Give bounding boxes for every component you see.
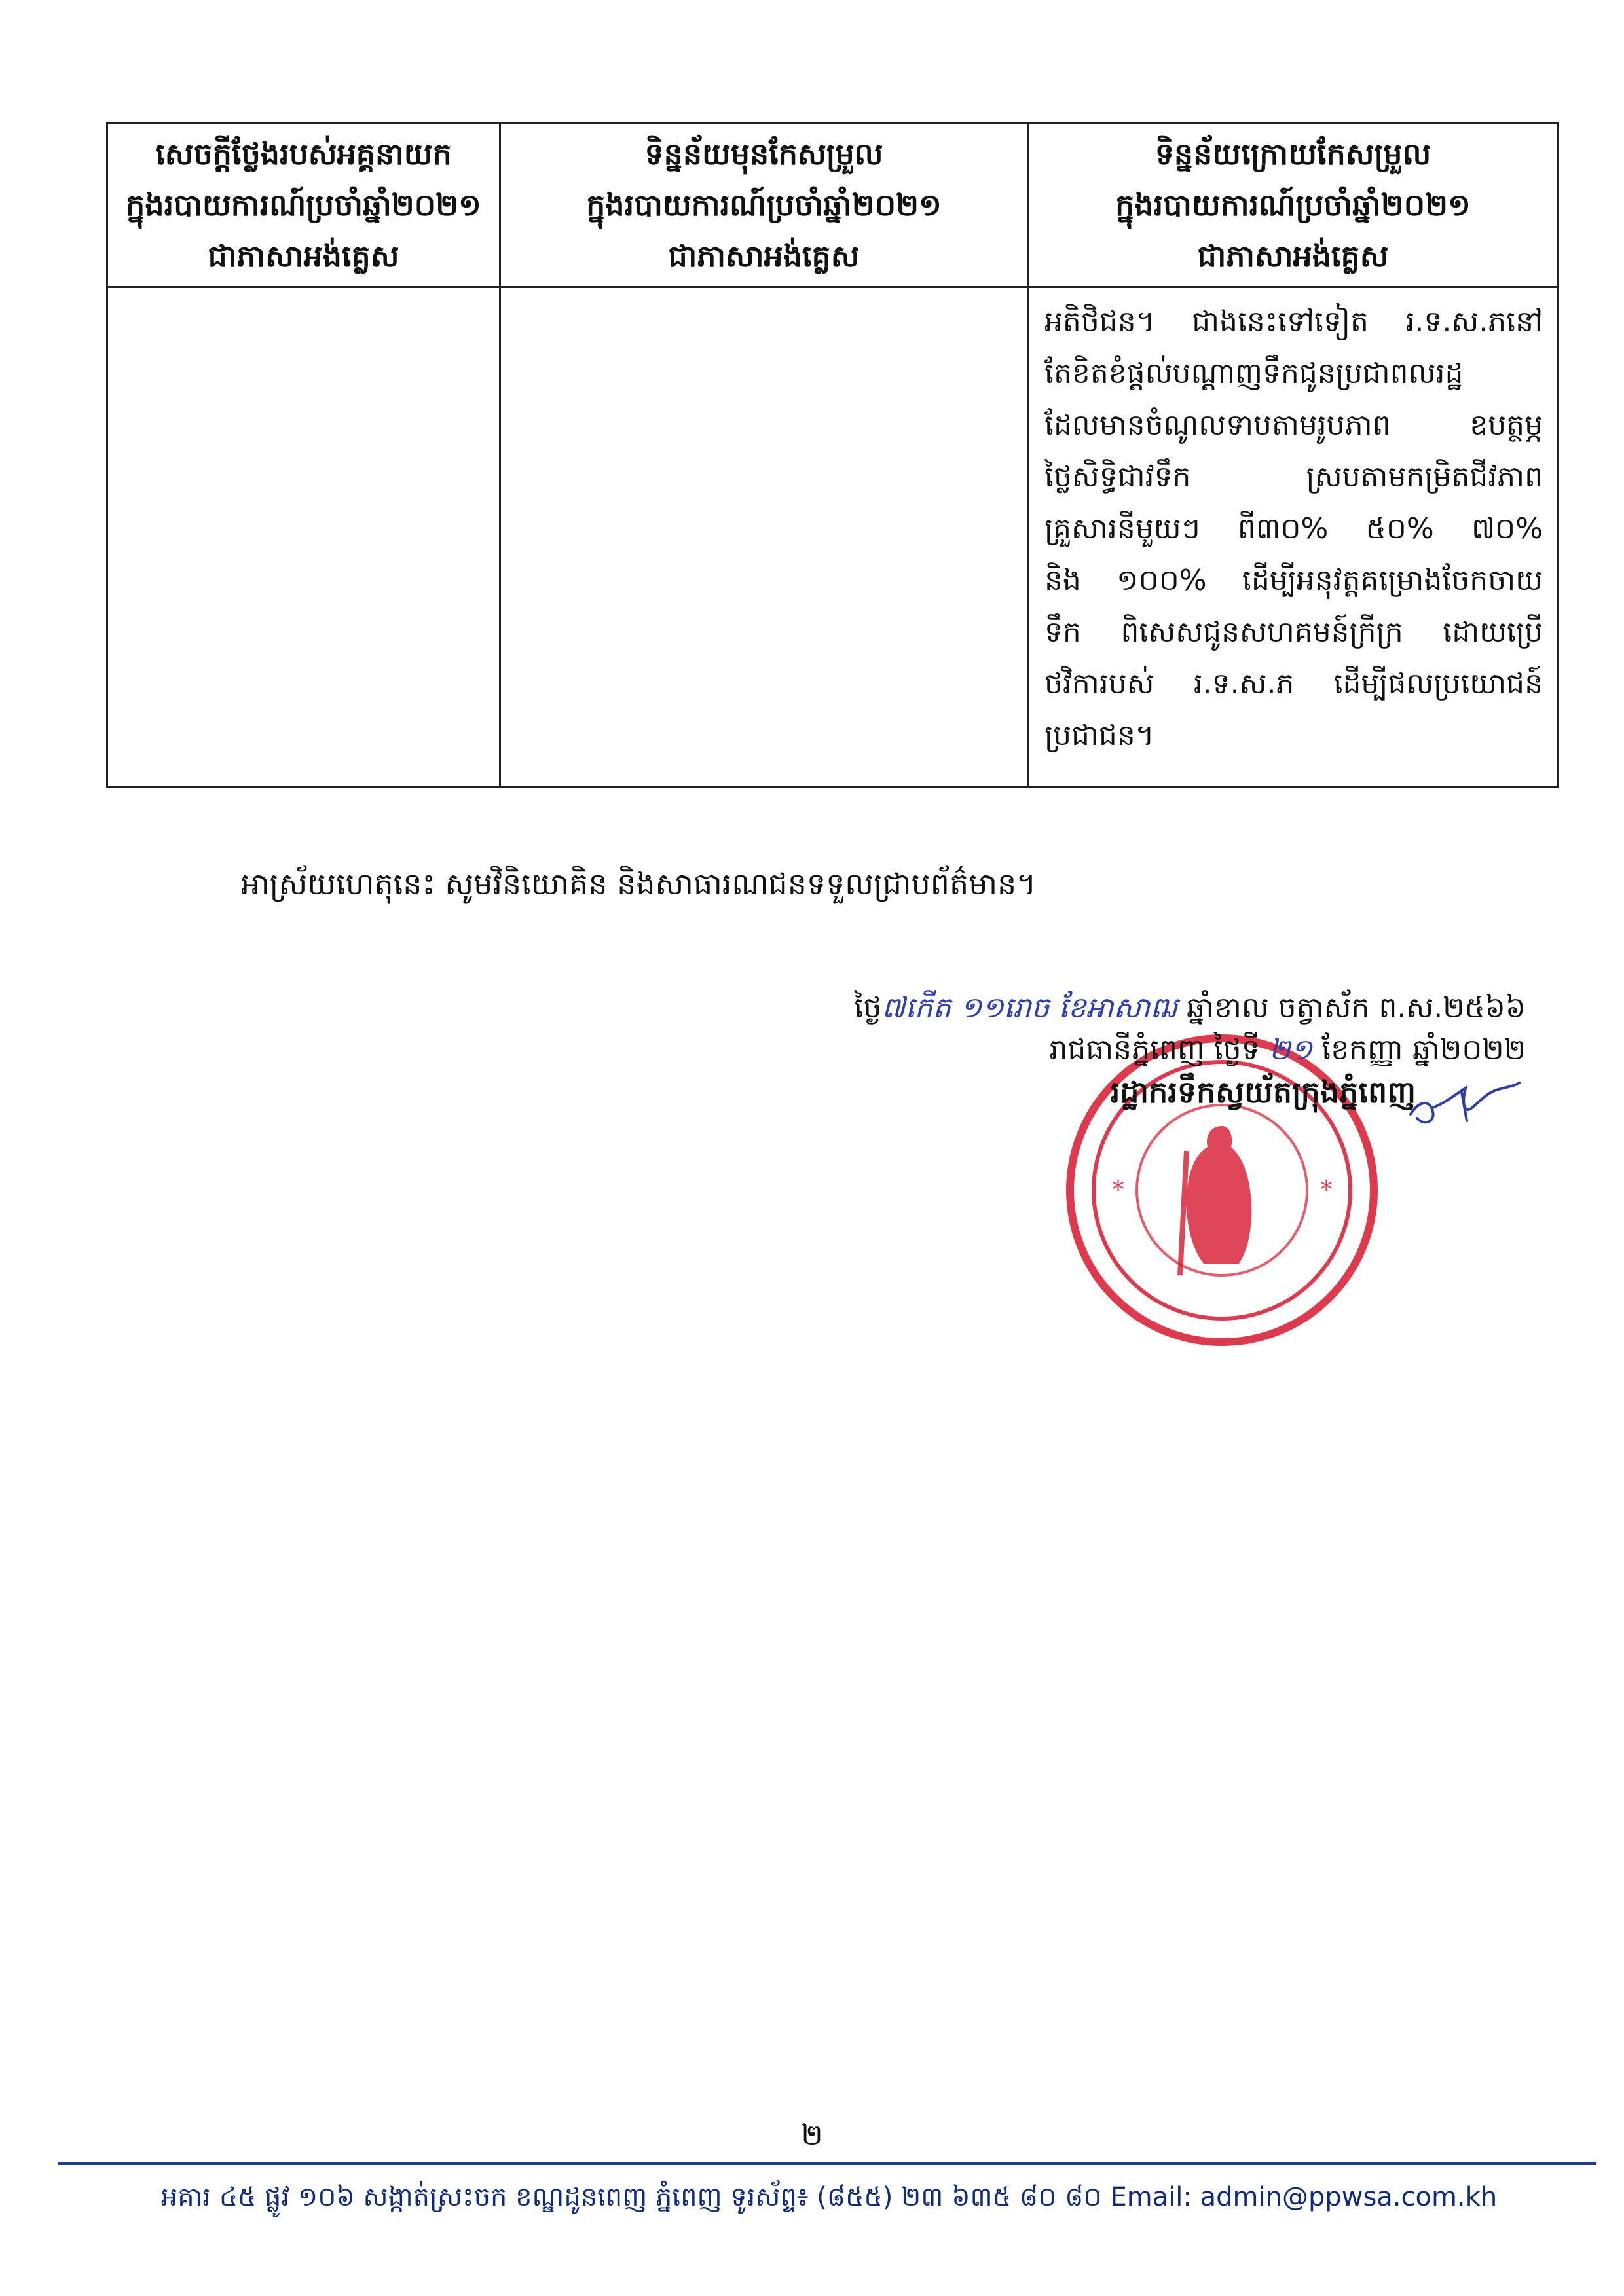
page-number: ២: [801, 2119, 823, 2152]
text-line: ដែលមានចំណូលទាបតាមរូបភាព ឧបត្ថម្ភ: [1044, 409, 1543, 442]
table-row: [107, 287, 1559, 788]
closing-statement: អាស្រ័យហេតុនេះ សូមវិនិយោគិន និងសាធារណជនទទួលជ្រាបព័ត៌មាន។: [241, 866, 1037, 902]
header-line: ជាភាសាអង់គ្លេស: [1197, 238, 1389, 274]
text-line: ទឹក ពិសេសជូនសហគមន៍ក្រីក្រ ដោយប្រើ: [1044, 615, 1543, 649]
header-line: ទិន្នន័យមុនកែសម្រួល: [644, 136, 883, 172]
text-line: ថ្លៃសិទ្ធិជាវទឹក ស្របតាមកម្រិតជីវភាព: [1044, 460, 1543, 494]
lunar-date-line: [740, 987, 1526, 1029]
text-line: អតិថិជន។ ជាងនេះទៅទៀត រ.ទ.ស.ភនៅ: [1044, 305, 1543, 338]
text-line: និង ១០០% ដើម្បីអនុវត្តគម្រោងចែកចាយ: [1044, 564, 1543, 597]
header-line: ក្នុងរបាយការណ៍ប្រចាំឆ្នាំ២០២១: [1115, 187, 1471, 223]
footer-contact: អគារ ៤៥ ផ្លូវ ១០៦ សង្កាត់ស្រះចក ខណ្ឌដូនពេញ ភ្នំពេញ ទូរស័ព្ទ៖ (៨៥៥) ២៣ ៦៣៥ ៨០ ៨០ Email: admin@ppwsa.com.kh: [160, 2182, 1498, 2212]
gregorian-date-line: [740, 1029, 1526, 1071]
text-line: ថវិការបស់ រ.ទ.ស.ភ ដើម្បីផលប្រយោជន៍: [1044, 667, 1543, 701]
header-line: ទិន្នន័យក្រោយកែសម្រួល: [1154, 136, 1431, 172]
cell-data-after: [1028, 287, 1559, 788]
header-data-after-correction: [1028, 123, 1559, 287]
corrected-text: [1029, 288, 1557, 761]
header-line: ក្នុងរបាយការណ៍ប្រចាំឆ្នាំ២០២១: [126, 187, 481, 223]
signature-block: [740, 987, 1526, 1113]
header-data-before-correction: [500, 123, 1028, 287]
footer-divider: [58, 2162, 1596, 2165]
text-line: ប្រជាជន។: [1044, 719, 1154, 752]
svg-text:*: *: [1112, 1175, 1124, 1204]
cell-data-before: [500, 287, 1028, 788]
gregorian-date-handwritten: ២១: [1268, 1033, 1313, 1066]
table-header-row: [107, 123, 1559, 287]
lunar-date-handwritten: ៧កើត ១១រោច ខែអាសាឍ: [881, 991, 1178, 1025]
text-line: គ្រួសារនីមួយៗ ពី៣០% ៥០% ៧០%: [1044, 512, 1543, 545]
header-line: សេចក្តីថ្លែងរបស់អគ្គនាយក: [155, 136, 452, 172]
comparison-table: [106, 122, 1559, 788]
gregorian-date-suffix: ខែកញ្ញា ឆ្នាំ២០២២: [1321, 1033, 1526, 1066]
cell-ceo-statement: [107, 287, 500, 788]
text-line: តែខិតខំផ្តល់បណ្តាញទឹកជូនប្រជាពលរដ្ឋ: [1044, 357, 1464, 390]
lunar-date-prefix: ថ្ងៃ: [854, 991, 882, 1025]
header-ceo-statement: [107, 123, 500, 287]
lunar-date-suffix: ឆ្នាំខាល ចត្វាស័ក ព.ស.២៥៦៦: [1187, 991, 1526, 1025]
gregorian-date-prefix: រាជធានីភ្នំពេញ ថ្ងៃទី: [1049, 1033, 1260, 1066]
header-line: ជាភាសាអង់គ្លេស: [668, 238, 860, 274]
issuing-authority: រដ្ឋាករទឹកស្វយ័តក្រុងភ្នំពេញ: [1110, 1074, 1416, 1110]
header-line: ក្នុងរបាយការណ៍ប្រចាំឆ្នាំ២០២១: [586, 187, 942, 223]
header-line: ជាភាសាអង់គ្លេស: [208, 238, 399, 274]
svg-text:*: *: [1320, 1175, 1333, 1204]
